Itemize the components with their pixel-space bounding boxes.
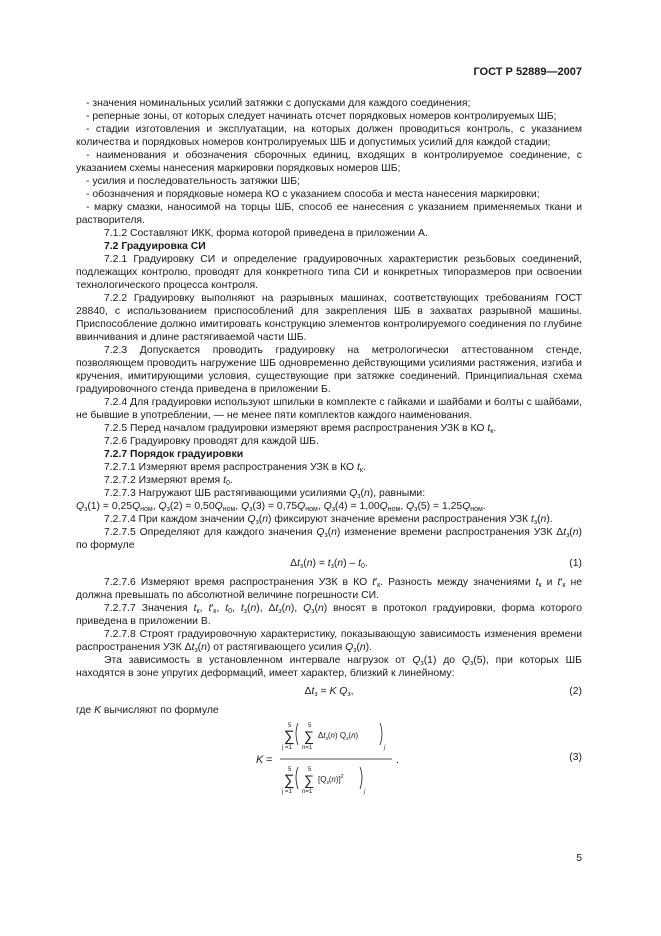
paragraph-7-2-7-8: 7.2.7.8 Строят градуировочную характеристику, показывающую зависимость изменения времени распространения УЗК $\Delta t_з(n)$ от растягивающего усилия $Q_з(n)$.	[76, 629, 582, 654]
document-body	[76, 97, 582, 803]
equation-2: $\Delta t_з = K$ $Q_з$, (2)	[304, 686, 582, 698]
list-item: - реперные зоны, от которых следует начинать отсчет порядковых номеров контролируемых ШБ;	[86, 111, 557, 122]
list-item: - стадии изготовления и эксплуатации, на которых должен проводиться контроль, с указанием количества и порядковых номеров контролируемых ШБ и допустимых усилий для каждой стадии;	[76, 124, 582, 148]
paragraph-7-2-7-4: 7.2.7.4 При каждом значении $Q_з(n)$ фиксируют значение времени распространения УЗК $t_з(n)$.	[104, 514, 553, 526]
list-item: - усилия и последовательность затяжки ШБ;	[86, 176, 300, 187]
paragraph-7-2-7-2: 7.2.7.2 Измеряют время $t_0$.	[104, 475, 233, 487]
svg-text:j: j	[364, 789, 366, 795]
paragraph-7-2-7-3: 7.2.7.3 Нагружают ШБ растягивающими усилиями $Q_з(n)$, равными:	[104, 488, 426, 500]
equation-number: (2)	[569, 686, 582, 697]
list-item: - значения номинальных усилий затяжки с допусками для каждого соединения;	[86, 98, 471, 109]
svg-text:=: =	[266, 754, 273, 766]
equation-1: $\Delta t_з(n) = t_з(n) - t_0$. (1)	[290, 558, 582, 570]
svg-text:n=1: n=1	[302, 745, 313, 751]
svg-text:5: 5	[288, 767, 292, 773]
equation-number: (1)	[569, 558, 582, 569]
paragraph-7-2-7-1: 7.2.7.1 Измеряют время распространения УЗК в КО $t_к$.	[104, 462, 366, 474]
svg-text:j: j	[384, 745, 386, 751]
paragraph-7-2-1: 7.2.1 Градуировку СИ и определение градуировочных характеристик резьбовых соединений, подлежащих контролю, проводят для конкретного типа СИ и конкретных типоразмеров при освоении технологического процесса контроля.	[76, 254, 582, 291]
paragraph-dependency: Эта зависимость в установленном интервале нагрузок от $Q_з(1)$ до $Q_з(5)$, при которых ШБ находятся в зоне упругих деформаций, имеет характер, близкий к линейному:	[76, 655, 582, 679]
paragraph-7-2-5: 7.2.5 Перед началом градуировки измеряют время распространения УЗК в КО $t_к$.	[104, 423, 497, 435]
equation-3	[76, 719, 582, 799]
list-item: - наименования и обозначения сборочных единиц, входящих в контролируемое соединение, с указанием схемы нанесения маркировки порядковых номеров ШБ;	[76, 150, 582, 174]
standard-designation: ГОСТ Р 52889—2007	[473, 66, 582, 78]
svg-text:∑: ∑	[284, 728, 295, 745]
paragraph-7-2-2: 7.2.2 Градуировку выполняют на разрывных машинах, соответствующих требованиям ГОСТ 28840, с использованием приспособлений для закрепления ШБ в захватах разрывной машины. Приспособление должно имитировать конструкцию элементов контролируемого соединения по глубине ввинчивания и длине растягиваемой части ШБ.	[76, 293, 582, 343]
svg-text:5: 5	[308, 767, 312, 773]
paragraph-7-2-7-5: 7.2.7.5 Определяют для каждого значения $Q_з(n)$ изменение времени распространения УЗК $\Delta t_з(n)$ по формуле	[76, 527, 583, 551]
svg-text:5: 5	[288, 723, 292, 729]
svg-text:n=1: n=1	[302, 789, 313, 795]
svg-text:∑: ∑	[284, 772, 295, 789]
page-number: 5	[576, 853, 582, 864]
paragraph-7-2-7-7: 7.2.7.7 Значения $t_к$, $t'_к$, $t_0$, $t_з(n)$, $\Delta t_з(n)$, $Q_з(n)$ вносят в протокол градуировки, форма которого приведена в приложении В.	[76, 603, 583, 627]
list-item: - обозначения и порядковые номера КО с указанием способа и места нанесения маркировки;	[86, 189, 540, 200]
paragraph-7-2-6: 7.2.6 Градуировку проводят для каждой ШБ.	[104, 436, 319, 447]
list-item: - марку смазки, наносимой на торцы ШБ, способ ее нанесения с указанием применяемых ткани и растворителя.	[76, 202, 582, 226]
paragraph-7-1-2: 7.1.2 Составляют ИКК, форма которой приведена в приложении А.	[104, 228, 428, 239]
section-heading-7-2: 7.2 Градуировка СИ	[104, 241, 206, 252]
svg-text:Δtз(n) Qз(n): $\Delta t_з(n)$ $Q_з(n)$	[318, 731, 359, 742]
svg-text:[Qз(n)]2: $[Q_з(n)]^2$	[318, 774, 344, 786]
formula-k-svg	[256, 719, 476, 799]
paragraph-7-2-7-6: 7.2.7.6 Измеряют время распространения УЗК в КО $t'_к$. Разность между значениями $t_к$ и $t'_к$ не должна превышать по абсолютной величине погрешности СИ.	[76, 577, 583, 601]
section-heading-7-2-7: 7.2.7 Порядок градуировки	[104, 449, 244, 460]
paragraph-7-2-4: 7.2.4 Для градуировки используют шпильки в комплекте с гайками и шайбами и болты с шайбами, не бывшие в употреблении, — не менее пяти комплектов каждого наименования.	[76, 397, 582, 421]
svg-text:5: 5	[308, 723, 312, 729]
svg-text:∑: ∑	[304, 772, 314, 788]
paragraph-7-2-3: 7.2.3 Допускается проводить градуировку на метрологически аттестованном стенде, позволяющем проводить нагружение ШБ одновременно действующими усилиями растяжения, изгиба и кручения, имитирующими условия, существующие при затяжке соединений. Принципиальная схема градуировочного стенда приведена в приложении Б.	[76, 345, 582, 395]
svg-text:∑: ∑	[304, 728, 314, 744]
paragraph-where: где K вычисляют по формуле	[76, 705, 219, 716]
equation-number: (3)	[569, 752, 582, 763]
svg-text:K: K	[256, 754, 264, 766]
svg-text:j =1: j =1	[282, 745, 292, 751]
svg-text:.: .	[396, 754, 400, 766]
svg-text:j =1: j =1	[282, 789, 292, 795]
load-values: $Q_з(1) = 0,25Q_{ном}$, $Q_з(2) = 0,50Q_{ном}$, $Q_з(3) = 0,75Q_{ном}$, $Q_з(4) = 1,00Q_{ном}$, $Q_з(5) = 1,25Q_{ном}$.	[76, 501, 486, 513]
